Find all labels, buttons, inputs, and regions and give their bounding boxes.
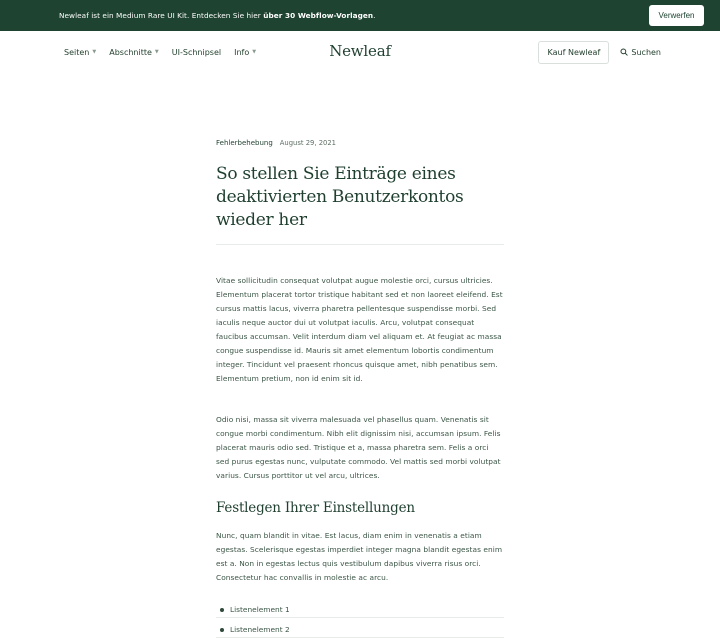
divider [216,244,504,245]
list-item: Listenelement 2 [216,622,504,638]
search-button[interactable] [620,48,661,57]
paragraph-1: Vitae sollicitudin consequat volutpat augue molestie orci, cursus ultricies. Elementum placerat tortor tristique habitant sed et non laoreet eleifend. Est cursus mattis lacus, viverra pharetra pellentesque suspendisse morbi. Sed iaculis neque auctor dui ut volutpat iaculis. Arcu, volutpat consequat faucibus accumsan. Velit interdum diam vel aliquam et. At feugiat ac massa congue suspendisse id. Mauris sit amet elementum lobortis condimentum integer. Tincidunt vel praesent rhoncus quisque amet, nibh penatibus sem. Elementum pretium, non id enim sit id. [216,276,503,383]
dismiss-button[interactable]: Verwerfen [649,5,704,26]
nav-item-label: UI-Schnipsel [171,47,222,57]
announcement-bar [0,0,720,31]
nav-item-label: Seiten [64,47,90,57]
nav-menu [64,48,269,57]
search-label: Suchen [631,47,661,57]
announcement-lead: Newleaf ist ein Medium Rare UI Kit. Entdecken Sie hier [59,11,264,20]
templates-link[interactable]: über 30 Webflow-Vorlagen [263,11,374,20]
search-icon [620,48,628,56]
chevron-down-icon: ▼ [92,49,97,55]
nav-item-label: Info [234,47,250,57]
chevron-down-icon: ▼ [154,49,159,55]
category-link[interactable]: Fehlerbehebung [216,139,273,147]
paragraph-2: Odio nisi, massa sit viverra malesuada vel phasellus quam. Venenatis sit congue morbi condimentum. Nibh elit dignissim nisi, accumsan ipsum. Felis placerat mauris odio sed. Tristique et a, massa pharetra sem. Felis a orci sed purus egestas nunc, vulputate commodo. Vel mattis sed morbi volutpat varius. Cursus porttitor ut vel arcu, ultrices. [216,415,501,480]
article-date: August 29, 2021 [279,139,336,147]
article [216,139,504,634]
announcement-suffix: . [373,11,376,20]
nav-item-ui-schnipsel[interactable] [172,48,221,57]
nav-item-seiten[interactable] [64,48,96,57]
nav-item-abschnitte[interactable] [109,48,159,57]
nav-actions [538,41,661,64]
article-title: So stellen Sie Einträge eines deaktivierten Benutzerkontos wieder her [216,164,464,230]
announcement-text [59,11,376,20]
main-nav [0,31,720,73]
paragraph-3: Nunc, quam blandit in vitae. Est lacus, diam enim in venenatis a etiam egestas. Scelerisque egestas imperdiet integer magna blandit egestas enim est a. Non in egestas lectus quis vestibulum dapibus viverra risus orci. Consectetur hac convallis in molestie ac arcu. [216,531,503,582]
bullet-list [216,602,504,638]
buy-button[interactable]: Kauf Newleaf [538,41,609,64]
logo[interactable]: Newleaf [329,42,391,60]
nav-item-info[interactable] [234,48,256,57]
chevron-down-icon: ▼ [252,49,257,55]
article-meta [216,139,504,151]
section-heading: Festlegen Ihrer Einstellungen [216,500,415,516]
nav-item-label: Abschnitte [109,47,152,57]
list-item: Listenelement 1 [216,602,504,618]
